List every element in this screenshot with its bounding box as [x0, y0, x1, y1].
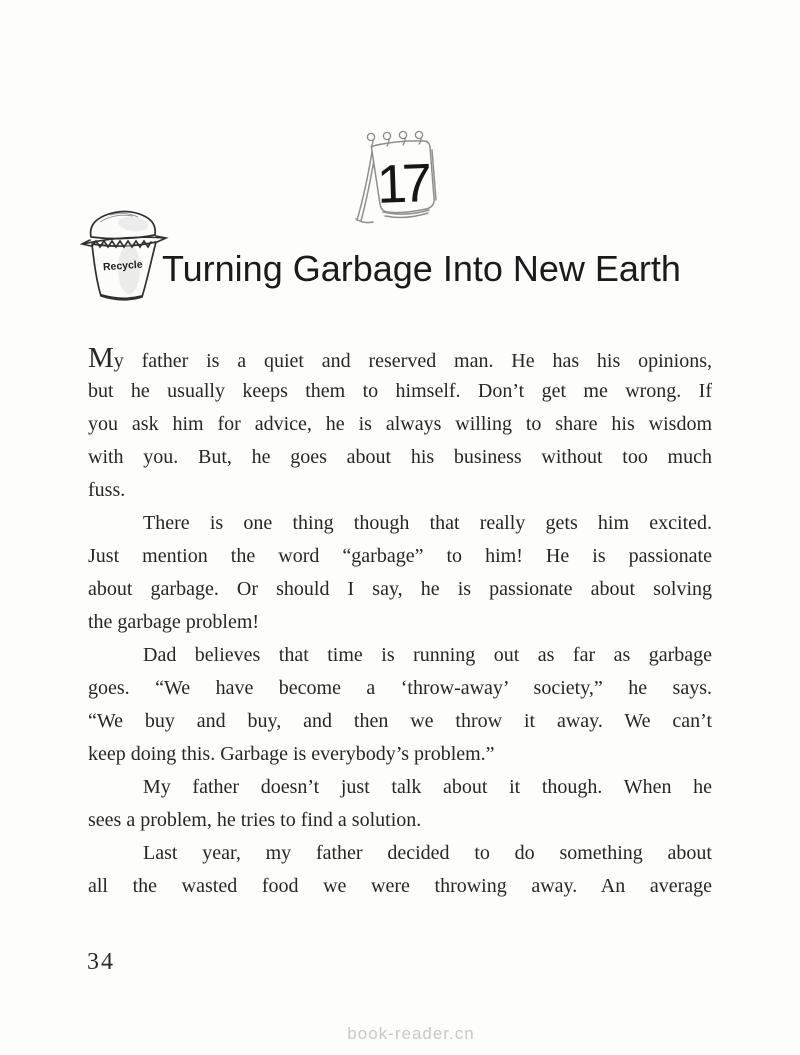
- text-line: Last year, my father decided to do something about: [143, 842, 712, 864]
- text-line: with you. But, he goes about his business without too much: [88, 446, 712, 468]
- body-text: [88, 342, 712, 903]
- bin-label: Recycle: [102, 258, 144, 274]
- calendar-stand-base: [356, 219, 373, 223]
- chapter-number: 17: [375, 153, 429, 215]
- page-number: 34: [87, 949, 115, 975]
- text-line: Just mention the word “garbage” to him! He is passionate: [88, 545, 712, 567]
- text-line: “We buy and buy, and then we throw it away. We can’t: [88, 710, 712, 732]
- text-line: There is one thing though that really gets him excited.: [143, 512, 712, 534]
- text-line: the garbage problem!: [88, 611, 260, 633]
- text-line: My father doesn’t just talk about it though. When he: [143, 776, 712, 798]
- watermark: book-reader.cn: [347, 1024, 475, 1043]
- calendar-stand-line: [361, 154, 375, 221]
- text-line: fuss.: [88, 479, 126, 501]
- text-line: but he usually keeps them to himself. Don’t get me wrong. If: [88, 380, 712, 402]
- text-line: all the wasted food we were throwing away. An average: [88, 875, 712, 897]
- spiral-loop: [367, 133, 374, 140]
- text-line: Dad believes that time is running out as far as garbage: [143, 644, 712, 666]
- text-line: keep doing this. Garbage is everybody’s problem.”: [88, 743, 495, 765]
- recycle-bin-icon: [78, 203, 170, 305]
- text-line: My father is a quiet and reserved man. He has his opinions,: [88, 342, 712, 374]
- spiral-loop: [383, 132, 390, 139]
- text-line: about garbage. Or should I say, he is passionate about solving: [88, 578, 712, 600]
- flip-calendar-icon: [350, 128, 445, 228]
- initial-capital: M: [88, 342, 114, 374]
- text-line: sees a problem, he tries to find a solution.: [88, 809, 422, 831]
- text-line: you ask him for advice, he is always willing to share his wisdom: [88, 413, 712, 435]
- text-line: goes. “We have become a ‘throw-away’ society,” he says.: [88, 677, 712, 699]
- spiral-loop: [415, 131, 422, 138]
- spiral-loop: [399, 131, 406, 138]
- chapter-title: Turning Garbage Into New Earth: [162, 248, 681, 289]
